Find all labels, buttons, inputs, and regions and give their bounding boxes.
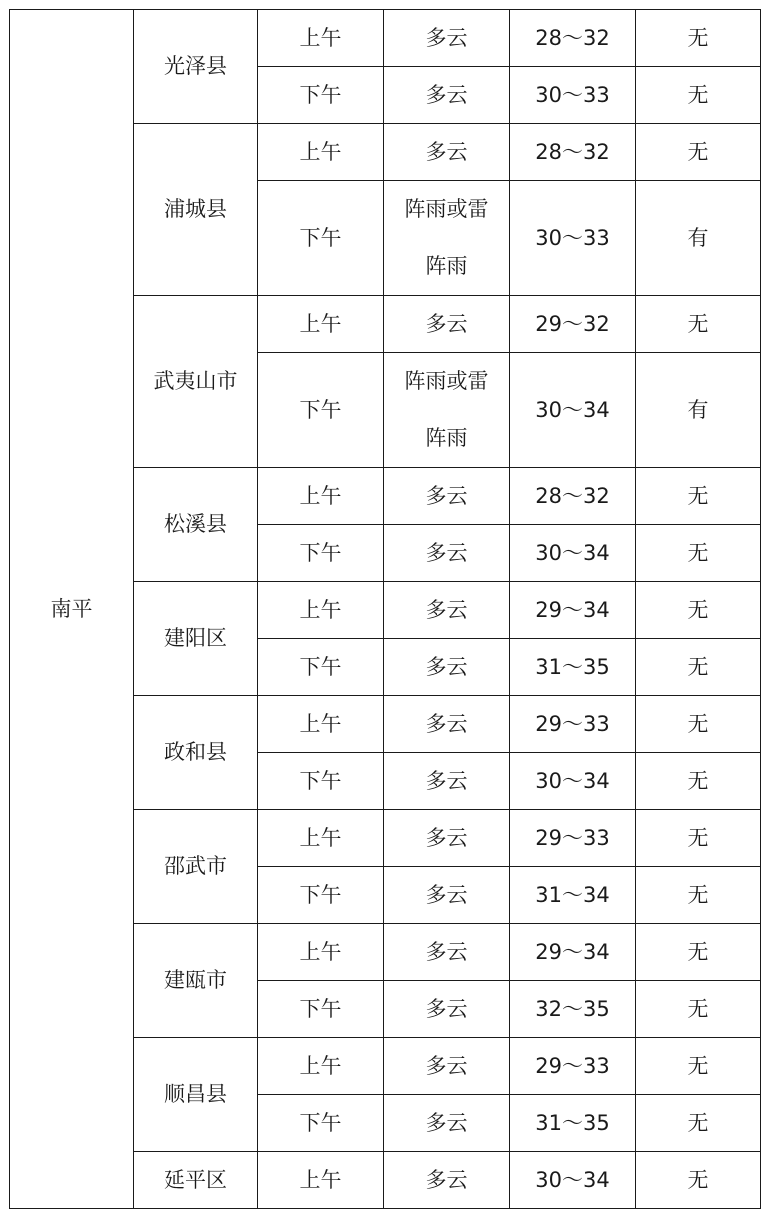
- county-cell: 建阳区: [134, 582, 258, 696]
- city-cell: 南平: [10, 10, 134, 1209]
- temperature-cell: 29～33: [510, 1038, 636, 1095]
- temperature-cell: 30～34: [510, 1152, 636, 1209]
- weather-cell: 多云: [384, 296, 510, 353]
- period-cell: 下午: [258, 67, 384, 124]
- weather-cell: 多云: [384, 753, 510, 810]
- temperature-cell: 30～34: [510, 353, 636, 468]
- temperature-cell: 31～34: [510, 867, 636, 924]
- flag-cell: 无: [636, 468, 761, 525]
- county-cell: 建瓯市: [134, 924, 258, 1038]
- weather-cell: 多云: [384, 1152, 510, 1209]
- period-cell: 下午: [258, 353, 384, 468]
- flag-cell: 无: [636, 867, 761, 924]
- temperature-cell: 29～32: [510, 296, 636, 353]
- period-cell: 下午: [258, 525, 384, 582]
- weather-cell: 多云: [384, 1095, 510, 1152]
- temperature-cell: 30～33: [510, 67, 636, 124]
- temperature-cell: 28～32: [510, 124, 636, 181]
- flag-cell: 无: [636, 67, 761, 124]
- county-cell: 光泽县: [134, 10, 258, 124]
- weather-cell: [384, 353, 510, 468]
- period-cell: 上午: [258, 124, 384, 181]
- temperature-cell: 28～32: [510, 468, 636, 525]
- county-cell: 武夷山市: [134, 296, 258, 468]
- weather-cell: 多云: [384, 924, 510, 981]
- weather-line-2: 阵雨: [425, 426, 468, 450]
- period-cell: 上午: [258, 696, 384, 753]
- period-cell: 上午: [258, 296, 384, 353]
- flag-cell: 无: [636, 981, 761, 1038]
- weather-line-2: 阵雨: [425, 254, 468, 278]
- period-cell: 上午: [258, 1152, 384, 1209]
- flag-cell: 无: [636, 10, 761, 67]
- weather-cell: 多云: [384, 525, 510, 582]
- county-cell: 顺昌县: [134, 1038, 258, 1152]
- temperature-cell: 29～33: [510, 810, 636, 867]
- temperature-cell: 29～33: [510, 696, 636, 753]
- flag-cell: 无: [636, 1152, 761, 1209]
- weather-cell: 多云: [384, 10, 510, 67]
- period-cell: 上午: [258, 10, 384, 67]
- flag-cell: 无: [636, 582, 761, 639]
- county-cell: 浦城县: [134, 124, 258, 296]
- period-cell: 下午: [258, 867, 384, 924]
- county-cell: 延平区: [134, 1152, 258, 1209]
- weather-cell: 多云: [384, 810, 510, 867]
- weather-cell: 多云: [384, 67, 510, 124]
- weather-cell: 多云: [384, 582, 510, 639]
- flag-cell: 有: [636, 181, 761, 296]
- period-cell: 上午: [258, 810, 384, 867]
- flag-cell: 无: [636, 296, 761, 353]
- flag-cell: 无: [636, 696, 761, 753]
- flag-cell: 无: [636, 525, 761, 582]
- county-cell: 政和县: [134, 696, 258, 810]
- period-cell: 下午: [258, 753, 384, 810]
- weather-line-1: 阵雨或雷: [404, 369, 489, 393]
- table-row: [10, 10, 761, 67]
- flag-cell: 有: [636, 353, 761, 468]
- period-cell: 下午: [258, 981, 384, 1038]
- weather-cell: 多云: [384, 468, 510, 525]
- flag-cell: 无: [636, 753, 761, 810]
- flag-cell: 无: [636, 639, 761, 696]
- temperature-cell: 30～34: [510, 753, 636, 810]
- period-cell: 下午: [258, 181, 384, 296]
- flag-cell: 无: [636, 924, 761, 981]
- weather-cell: [384, 181, 510, 296]
- weather-cell: 多云: [384, 867, 510, 924]
- county-cell: 松溪县: [134, 468, 258, 582]
- weather-cell: 多云: [384, 124, 510, 181]
- temperature-cell: 28～32: [510, 10, 636, 67]
- temperature-cell: 31～35: [510, 639, 636, 696]
- weather-line-1: 阵雨或雷: [404, 197, 489, 221]
- flag-cell: 无: [636, 1038, 761, 1095]
- temperature-cell: 29～34: [510, 924, 636, 981]
- temperature-cell: 32～35: [510, 981, 636, 1038]
- weather-cell: 多云: [384, 1038, 510, 1095]
- flag-cell: 无: [636, 810, 761, 867]
- weather-cell: 多云: [384, 981, 510, 1038]
- period-cell: 上午: [258, 468, 384, 525]
- period-cell: 上午: [258, 1038, 384, 1095]
- weather-cell: 多云: [384, 639, 510, 696]
- county-cell: 邵武市: [134, 810, 258, 924]
- period-cell: 上午: [258, 582, 384, 639]
- period-cell: 上午: [258, 924, 384, 981]
- temperature-cell: 31～35: [510, 1095, 636, 1152]
- period-cell: 下午: [258, 1095, 384, 1152]
- weather-forecast-table: [9, 9, 761, 1209]
- flag-cell: 无: [636, 124, 761, 181]
- temperature-cell: 30～34: [510, 525, 636, 582]
- period-cell: 下午: [258, 639, 384, 696]
- flag-cell: 无: [636, 1095, 761, 1152]
- temperature-cell: 29～34: [510, 582, 636, 639]
- weather-cell: 多云: [384, 696, 510, 753]
- temperature-cell: 30～33: [510, 181, 636, 296]
